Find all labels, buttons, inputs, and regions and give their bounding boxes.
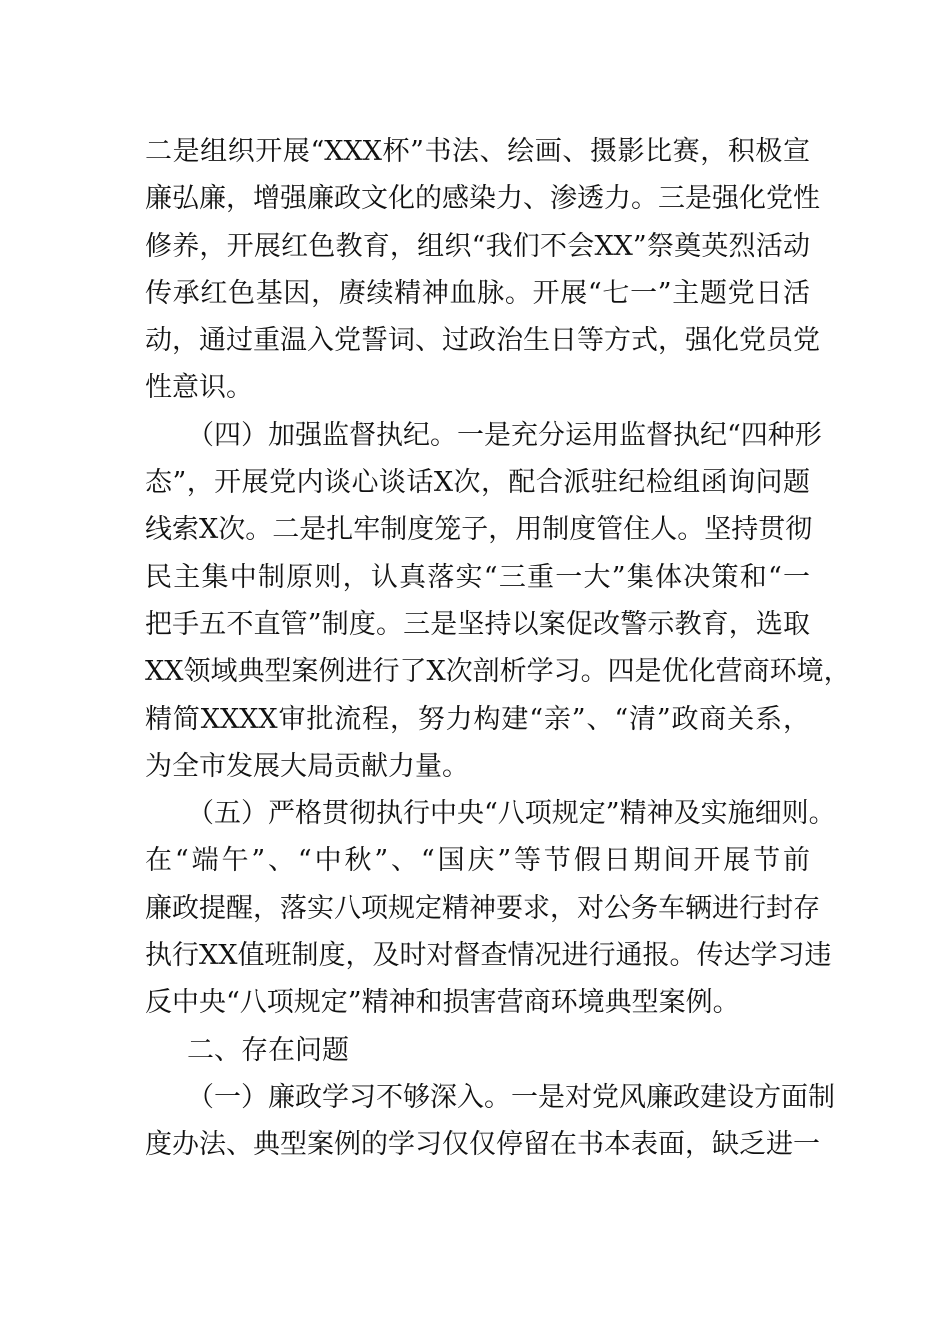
text-line: 把手五不直管”制度。三是坚持以案促改警示教育，选取 <box>145 608 810 640</box>
text-line: 二是组织开展“XXX杯”书法、绘画、摄影比赛，积极宣 <box>145 136 810 167</box>
text-line: XX领域典型案例进行了X次剖析学习。四是优化营商环境， <box>145 656 851 688</box>
text-line: 反中央“八项规定”精神和损害营商环境典型案例。 <box>145 987 740 1019</box>
text-line: 在“端午”、“中秋”、“国庆”等节假日期间开展节前 <box>145 845 810 877</box>
section-heading: 二、存在问题 <box>187 1034 349 1066</box>
paragraph-heading-4: （四）加强监督执纪。一是充分运用监督执纪“四种形 <box>187 419 822 451</box>
text-line: 精简XXXX审批流程，努力构建“亲”、“清”政商关系， <box>145 703 810 735</box>
paragraph-heading-1: （一）廉政学习不够深入。一是对党风廉政建设方面制 <box>187 1081 835 1113</box>
text-line: 性意识。 <box>145 372 253 404</box>
text-line: 为全市发展大局贡献力量。 <box>145 750 469 782</box>
text-line: 度办法、典型案例的学习仅仅停留在书本表面，缺乏进一 <box>145 1129 820 1161</box>
text-line: 民主集中制原则，认真落实“三重一大”集体决策和“一 <box>145 561 810 593</box>
text-line: 线索X次。二是扎牢制度笼子，用制度管住人。坚持贯彻 <box>145 514 813 546</box>
text-line: 动，通过重温入党誓词、过政治生日等方式，强化党员党 <box>145 325 820 357</box>
text-line: 执行XX值班制度，及时对督查情况进行通报。传达学习违 <box>145 940 832 972</box>
text-line: 修养，开展红色教育，组织“我们不会XX”祭奠英烈活动 <box>145 230 810 262</box>
document-body <box>145 128 851 1169</box>
text-line: 廉政提醒，落实八项规定精神要求，对公务车辆进行封存 <box>145 892 820 924</box>
text-line: 传承红色基因，赓续精神血脉。开展“七一”主题党日活 <box>145 277 810 309</box>
paragraph-heading-5: （五）严格贯彻执行中央“八项规定”精神及实施细则。 <box>187 798 836 830</box>
text-line: 态”，开展党内谈心谈话X次，配合派驻纪检组函询问题 <box>145 467 810 499</box>
text-line: 廉弘廉，增强廉政文化的感染力、渗透力。三是强化党性 <box>145 183 820 215</box>
